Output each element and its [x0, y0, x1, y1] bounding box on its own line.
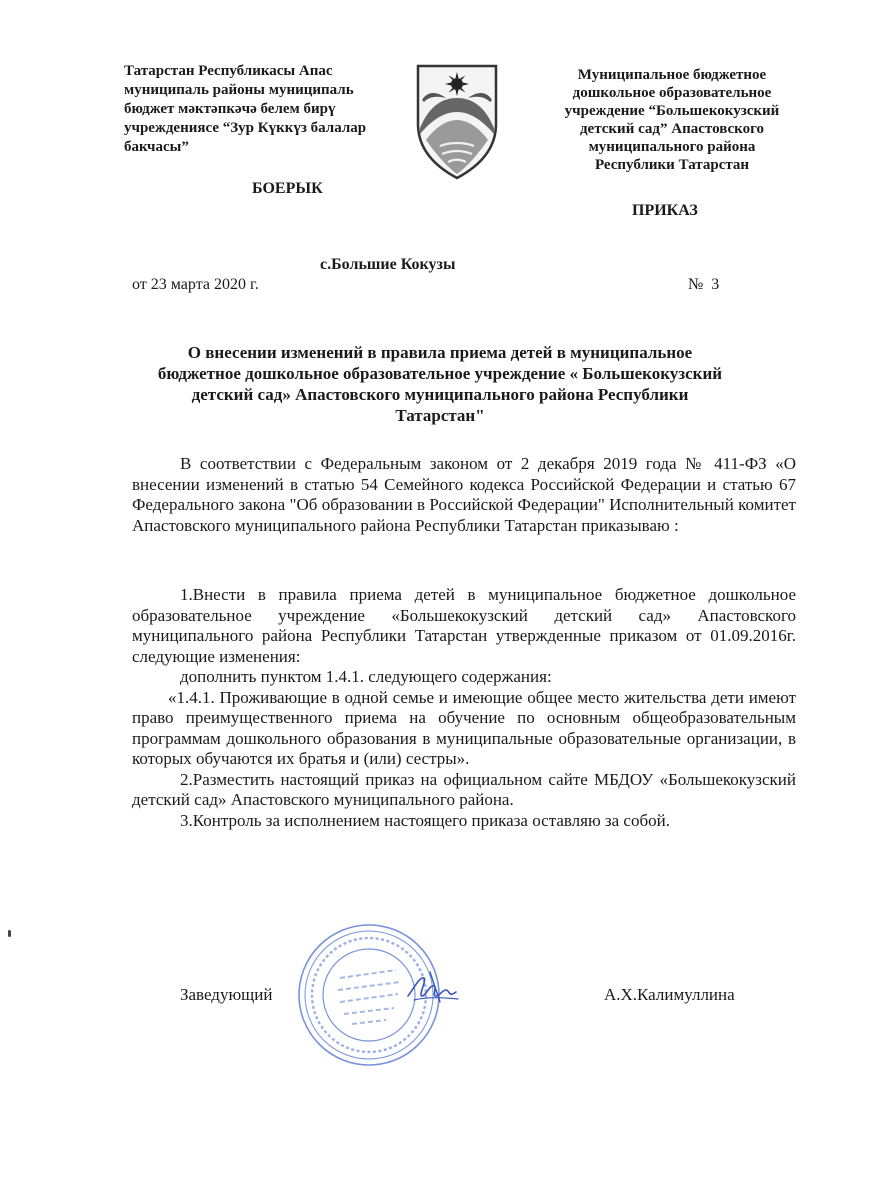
- order-date: от 23 марта 2020 г.: [132, 276, 259, 293]
- title-line: детский сад» Апастовского муниципального района Республики: [191, 385, 689, 404]
- intro-block: [132, 454, 796, 536]
- header-russian-line: муниципального района: [588, 139, 756, 155]
- header-tatar-line: бюджет мәктәпкәчә белем бирү: [124, 101, 336, 117]
- header-russian-line: учреждение “Большекокузский: [564, 103, 780, 119]
- header-tatar-line: бакчасы”: [124, 139, 189, 155]
- header-russian-line: детский сад” Апастовского: [579, 121, 765, 137]
- header-tatar-line: Татарстан Республикасы Апас: [124, 63, 333, 79]
- scan-speck: [8, 930, 11, 937]
- header-tatar-line: учреждениясе “Зур Күккүз балалар: [124, 120, 367, 136]
- order-number: № 3: [688, 276, 720, 293]
- order-items: [132, 585, 796, 831]
- item-2-paragraph: 2.Разместить настоящий приказ на официальном сайте МБДОУ «Большекокузский детский сад» Апастовского муниципального района.: [132, 769, 796, 809]
- intro-paragraph: В соответствии с Федеральным законом от 2 декабря 2019 года № 411-ФЗ «О внесении изменений в статью 54 Семейного кодекса Российской Федерации и статью 67 Федерального закона "Об образовании в Российской Федерации" Исполнительный комитет Апастовского муниципального района Республики Татарстан приказываю :: [132, 454, 796, 535]
- handwritten-signature: [400, 966, 464, 1006]
- signer-name: А.Х.Калимуллина: [604, 985, 735, 1004]
- item-1-quote: «1.4.1. Проживающие в одной семье и имеющие общее место жительства дети имеют право преимущественного приема на обучение по основным общеобразовательным программам дошкольного образования в муниципальные образовательные организации, в которых обучаются их братья и (или) сестры».: [132, 687, 796, 768]
- doc-type-russian: ПРИКАЗ: [632, 202, 698, 219]
- title-line: Татарстан": [395, 406, 485, 425]
- header-russian-line: Муниципальное бюджетное: [577, 67, 767, 83]
- header-russian-org: [548, 66, 796, 174]
- header-russian-line: дошкольное образовательное: [572, 85, 772, 101]
- doc-type-tatar: БОЕРЫК: [252, 180, 323, 197]
- village-name: с.Большие Кокузы: [320, 256, 456, 273]
- item-3-paragraph: 3.Контроль за исполнением настоящего приказа оставляю за собой.: [180, 810, 670, 830]
- signer-position: Заведующий: [180, 985, 273, 1004]
- coat-of-arms-emblem: [412, 62, 502, 180]
- item-1-subparagraph: дополнить пунктом 1.4.1. следующего содержания:: [180, 667, 552, 686]
- header-tatar-org: [124, 62, 424, 157]
- order-title: [140, 342, 740, 426]
- title-line: О внесении изменений в правила приема детей в муниципальное: [187, 343, 693, 362]
- title-line: бюджетное дошкольное образовательное учреждение « Большекокузский: [157, 364, 723, 383]
- item-1-paragraph: 1.Внести в правила приема детей в муниципальное бюджетное дошкольное образовательное учреждение «Большекокузский детский сад» Апастовского муниципального района Республики Татарстан утвержденные приказом от 01.09.2016г. следующие изменения:: [132, 585, 796, 666]
- header-russian-line: Республики Татарстан: [594, 157, 750, 173]
- header-tatar-line: муниципаль районы муниципаль: [124, 82, 354, 98]
